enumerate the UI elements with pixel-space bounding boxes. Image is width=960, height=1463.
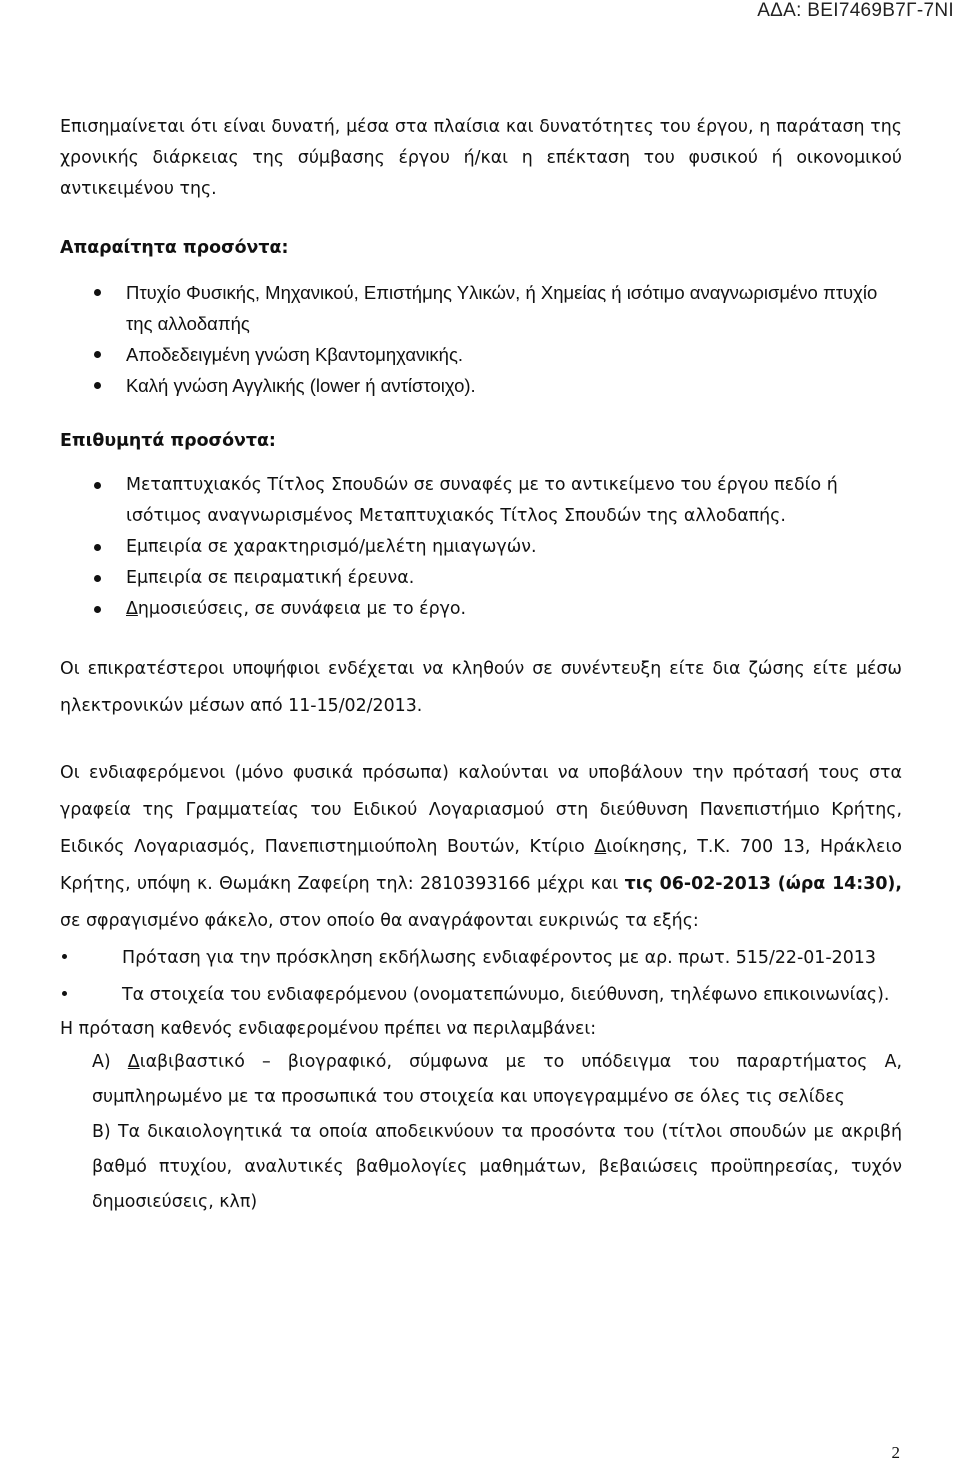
proposal-item-a: Α) Διαβιβαστικό – βιογραφικό, σύμφωνα με το υπόδειγμα του παραρτήματος Α, συμπληρωμένο με τα προσωπικά του στοιχεία και υπογεγραμμένο σε όλες τις σελίδες: [92, 1052, 902, 1107]
list-item: Εμπειρία σε χαρακτηρισμό/μελέτη ημιαγωγών.: [60, 532, 902, 563]
list-item: Πτυχίο Φυσικής, Μηχανικού, Επιστήμης Υλικών, ή Χημείας ή ισότιμο αναγνωρισμένο πτυχίο της αλλοδαπής: [60, 277, 902, 339]
ada-header: ΑΔΑ: ΒΕΙ7469Β7Γ-7ΝΙ: [757, 0, 954, 21]
bullet-icon: [94, 382, 101, 389]
envelope-item-2: Τα στοιχεία του ενδιαφερόμενου (ονοματεπώνυμο, διεύθυνση, τηλέφωνο επικοινωνίας).: [60, 977, 902, 1014]
desired-list: [60, 470, 902, 625]
proposal-intro: Η πρόταση καθενός ενδιαφερομένου πρέπει να περιλαμβάνει:: [60, 1019, 597, 1039]
envelope-item-1: Πρόταση για την πρόσκληση εκδήλωσης ενδιαφέροντος με αρ. πρωτ. 515/22-01-2013: [60, 940, 902, 977]
page-number: 2: [891, 1443, 900, 1462]
list-item: Δημοσιεύσεις, σε συνάφεια με το έργο.: [60, 594, 902, 625]
bullet-icon: [94, 544, 101, 551]
bullet-icon: [94, 482, 101, 489]
bullet-icon: [62, 954, 67, 959]
bullet-icon: [94, 575, 101, 582]
bullet-icon: [94, 351, 101, 358]
document-body: [60, 112, 902, 1220]
required-heading: Απαραίτητα προσόντα:: [60, 238, 289, 258]
list-item: Αποδεδειγμένη γνώση Κβαντομηχανικής.: [60, 339, 902, 370]
list-item: Μεταπτυχιακός Τίτλος Σπουδών σε συναφές με το αντικείμενο του έργου πεδίο ή ισότιμος αναγνωρισμένος Μεταπτυχιακός Τίτλος Σπουδών της αλλοδαπής.: [60, 470, 902, 532]
submission-paragraph: Οι ενδιαφερόμενοι (μόνο φυσικά πρόσωπα) καλούνται να υποβάλουν την πρότασή τους στα γραφεία της Γραμματείας του Ειδικού Λογαριασμού στη διεύθυνση Πανεπιστήμιο Κρήτης, Ειδικός Λογαριασμός, Πανεπιστημιούπολη Βουτών, Κτίριο Διοίκησης, Τ.Κ. 700 13, Ηράκλειο Κρήτης, υπόψη κ. Θωμάκη Ζαφείρη τηλ: 2810393166 μέχρι και τις 06-02-2013 (ώρα 14:30), σε σφραγισμένο φάκελο, στον οποίο θα αναγράφονται ευκρινώς τα εξής:: [60, 763, 902, 931]
interview-paragraph: Οι επικρατέστεροι υποψήφιοι ενδέχεται να κληθούν σε συνέντευξη είτε δια ζώσης είτε μέσω ηλεκτρονικών μέσων από 11-15/02/2013.: [60, 659, 902, 716]
desired-heading: Επιθυμητά προσόντα:: [60, 431, 276, 451]
list-item: Εμπειρία σε πειραματική έρευνα.: [60, 563, 902, 594]
intro-paragraph: Επισημαίνεται ότι είναι δυνατή, μέσα στα πλαίσια και δυνατότητες του έργου, η παράταση της χρονικής διάρκειας της σύμβασης έργου ή/και η επέκταση του φυσικού ή οικονομικού αντικειμένου της.: [60, 117, 902, 199]
deadline-text: τις 06-02-2013 (ώρα 14:30),: [624, 874, 902, 894]
required-list: [60, 277, 902, 401]
bullet-icon: [94, 289, 101, 296]
bullet-icon: [94, 606, 101, 613]
proposal-item-b: Β) Τα δικαιολογητικά τα οποία αποδεικνύουν τα προσόντα του (τίτλοι σπουδών με ακριβή βαθμό πτυχίου, αναλυτικές βαθμολογίες μαθημάτων, βεβαιώσεις προϋπηρεσίας, τυχόν δημοσιεύσεις, κλπ): [92, 1122, 902, 1212]
bullet-icon: [62, 991, 67, 996]
list-item: Καλή γνώση Αγγλικής (lower ή αντίστοιχο).: [60, 370, 902, 401]
